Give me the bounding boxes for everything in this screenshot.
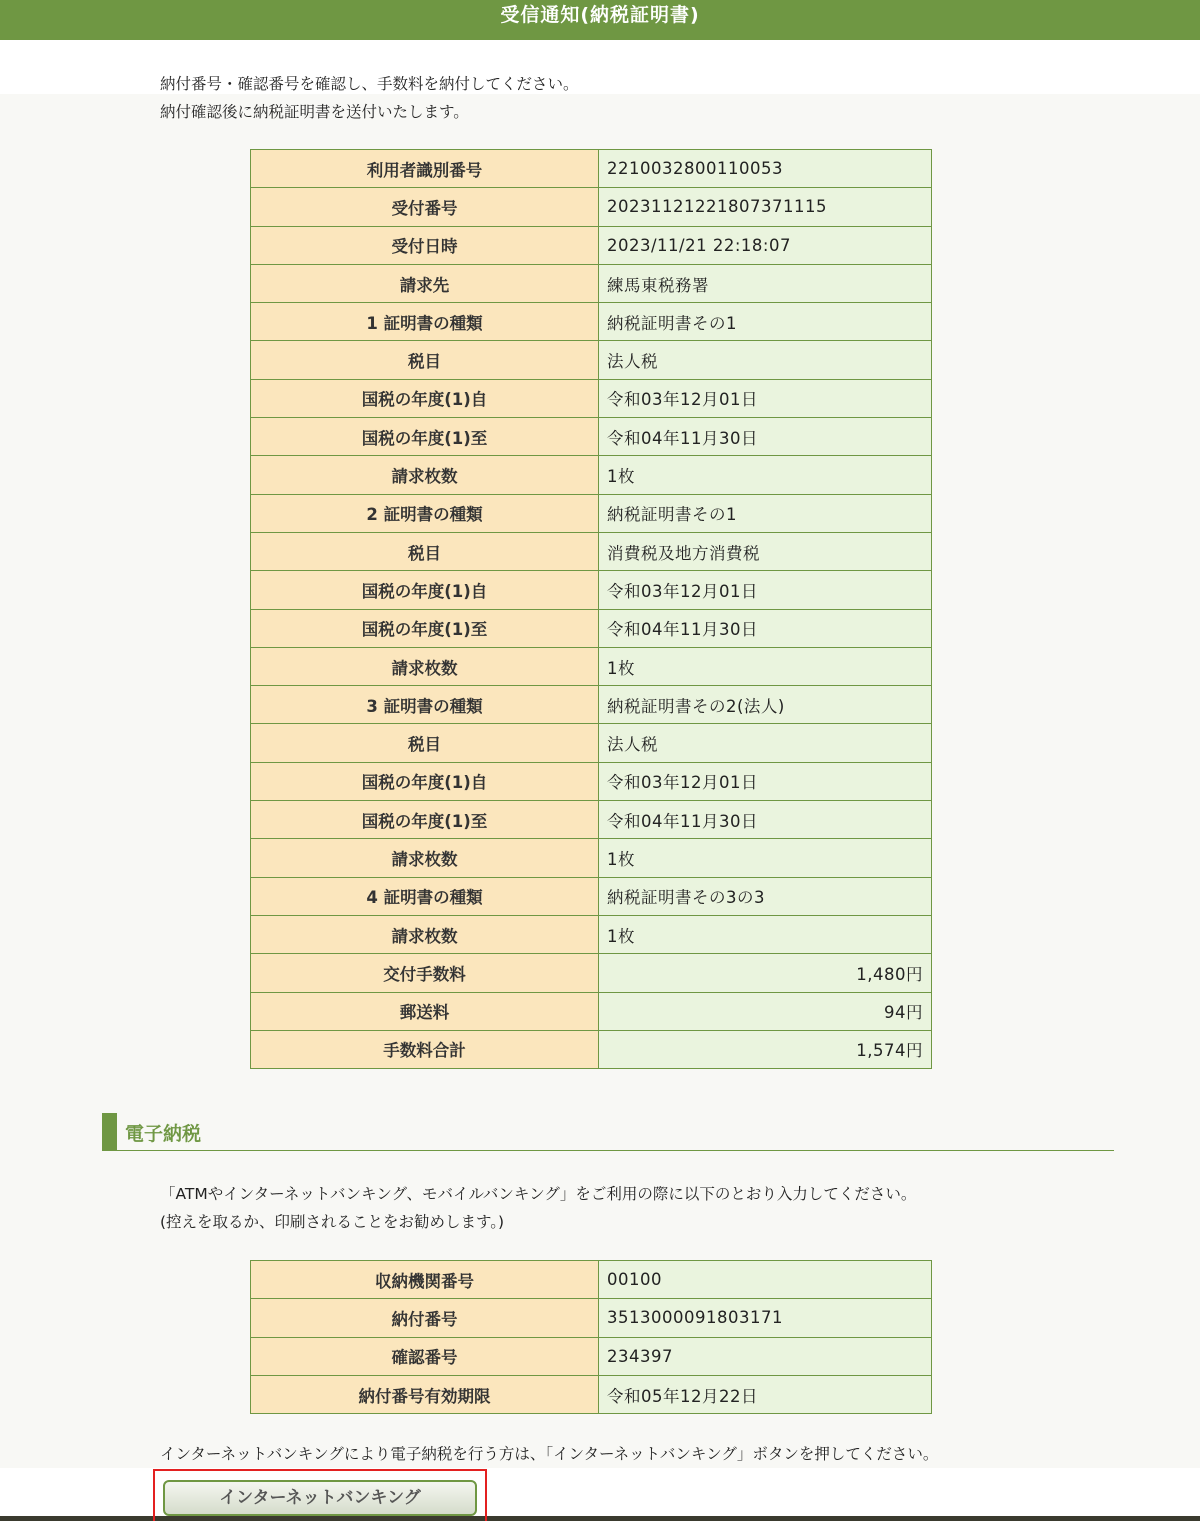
row-value: 3513000091803171	[599, 1299, 932, 1337]
table-row	[251, 379, 932, 417]
row-label: 郵送料	[251, 992, 599, 1030]
table-row	[251, 724, 932, 762]
intro-text	[160, 70, 579, 126]
table-row	[251, 1261, 932, 1299]
row-value: 1枚	[599, 839, 932, 877]
row-value: 20231121221807371115	[599, 188, 932, 226]
row-label: 請求枚数	[251, 839, 599, 877]
row-label: 受付番号	[251, 188, 599, 226]
table-row	[251, 226, 932, 264]
page-title: 受信通知(納税証明書)	[500, 4, 700, 26]
row-label: 交付手数料	[251, 954, 599, 992]
row-label: 請求枚数	[251, 647, 599, 685]
table-row	[251, 801, 932, 839]
certificate-detail-table	[250, 149, 932, 1069]
row-label: 国税の年度(1)至	[251, 418, 599, 456]
intro-line-1: 納付番号・確認番号を確認し、手数料を納付してください。	[160, 75, 579, 93]
table-row	[251, 647, 932, 685]
row-label: 税目	[251, 532, 599, 570]
row-label: 1 証明書の種類	[251, 303, 599, 341]
page-header	[0, 0, 1200, 40]
row-value: 1枚	[599, 915, 932, 953]
table-row	[251, 1375, 932, 1413]
row-label: 受付日時	[251, 226, 599, 264]
row-label: 収納機関番号	[251, 1261, 599, 1299]
bank-note-line-2: (控えを取るか、印刷されることをお勧めします。)	[160, 1213, 505, 1231]
table-row	[251, 494, 932, 532]
row-label: 国税の年度(1)至	[251, 801, 599, 839]
row-label: 請求先	[251, 264, 599, 302]
table-row	[251, 341, 932, 379]
row-value: 令和03年12月01日	[599, 762, 932, 800]
row-value: 1,574円	[599, 1030, 932, 1068]
payment-info-table	[250, 1260, 932, 1414]
row-value: 令和04年11月30日	[599, 801, 932, 839]
row-label: 手数料合計	[251, 1030, 599, 1068]
table-row	[251, 1299, 932, 1337]
table-row	[251, 992, 932, 1030]
row-label: 国税の年度(1)自	[251, 762, 599, 800]
table-row	[251, 456, 932, 494]
section-title: 電子納税	[125, 1123, 202, 1145]
internet-banking-button[interactable]: インターネットバンキング	[163, 1480, 477, 1516]
row-value: 納税証明書その2(法人)	[599, 686, 932, 724]
bank-instructions	[160, 1180, 916, 1236]
row-value: 消費税及地方消費税	[599, 532, 932, 570]
row-value: 法人税	[599, 724, 932, 762]
table-row	[251, 264, 932, 302]
row-value: 練馬東税務署	[599, 264, 932, 302]
row-value: 234397	[599, 1337, 932, 1375]
row-value: 1枚	[599, 647, 932, 685]
table-row	[251, 609, 932, 647]
row-label: 税目	[251, 724, 599, 762]
row-value: 1,480円	[599, 954, 932, 992]
row-value: 法人税	[599, 341, 932, 379]
table-row	[251, 188, 932, 226]
highlight-box	[153, 1469, 487, 1521]
row-value: 納税証明書その3の3	[599, 877, 932, 915]
row-value: 令和04年11月30日	[599, 609, 932, 647]
row-value: 納税証明書その1	[599, 303, 932, 341]
intro-line-2: 納付確認後に納税証明書を送付いたします。	[160, 103, 469, 121]
row-label: 請求枚数	[251, 456, 599, 494]
row-value: 2210032800110053	[599, 150, 932, 188]
row-label: 納付番号	[251, 1299, 599, 1337]
row-label: 利用者識別番号	[251, 150, 599, 188]
row-label: 国税の年度(1)至	[251, 609, 599, 647]
section-header-electronic-payment	[102, 1113, 1114, 1151]
row-value: 納税証明書その1	[599, 494, 932, 532]
table-row	[251, 1030, 932, 1068]
table-row	[251, 1337, 932, 1375]
row-label: 税目	[251, 341, 599, 379]
row-value: 令和03年12月01日	[599, 571, 932, 609]
row-label: 国税の年度(1)自	[251, 571, 599, 609]
table-row	[251, 915, 932, 953]
row-value: 1枚	[599, 456, 932, 494]
section-accent-bar	[102, 1113, 117, 1151]
row-label: 国税の年度(1)自	[251, 379, 599, 417]
table-row	[251, 532, 932, 570]
bank-note-line-1: 「ATMやインターネットバンキング、モバイルバンキング」をご利用の際に以下のとおり入力してください。	[160, 1185, 917, 1203]
table-row	[251, 877, 932, 915]
row-label: 納付番号有効期限	[251, 1375, 599, 1413]
table-row	[251, 150, 932, 188]
table-row	[251, 762, 932, 800]
internet-banking-note: インターネットバンキングにより電子納税を行う方は、「インターネットバンキング」ボタンを押してください。	[160, 1445, 939, 1463]
row-value: 94円	[599, 992, 932, 1030]
row-value: 00100	[599, 1261, 932, 1299]
table-row	[251, 571, 932, 609]
row-label: 請求枚数	[251, 915, 599, 953]
row-label: 2 証明書の種類	[251, 494, 599, 532]
row-value: 令和05年12月22日	[599, 1375, 932, 1413]
row-label: 確認番号	[251, 1337, 599, 1375]
table-row	[251, 839, 932, 877]
table-row	[251, 303, 932, 341]
row-value: 令和04年11月30日	[599, 418, 932, 456]
table-row	[251, 954, 932, 992]
row-label: 4 証明書の種類	[251, 877, 599, 915]
row-value: 2023/11/21 22:18:07	[599, 226, 932, 264]
table-row	[251, 418, 932, 456]
row-value: 令和03年12月01日	[599, 379, 932, 417]
row-label: 3 証明書の種類	[251, 686, 599, 724]
table-row	[251, 686, 932, 724]
